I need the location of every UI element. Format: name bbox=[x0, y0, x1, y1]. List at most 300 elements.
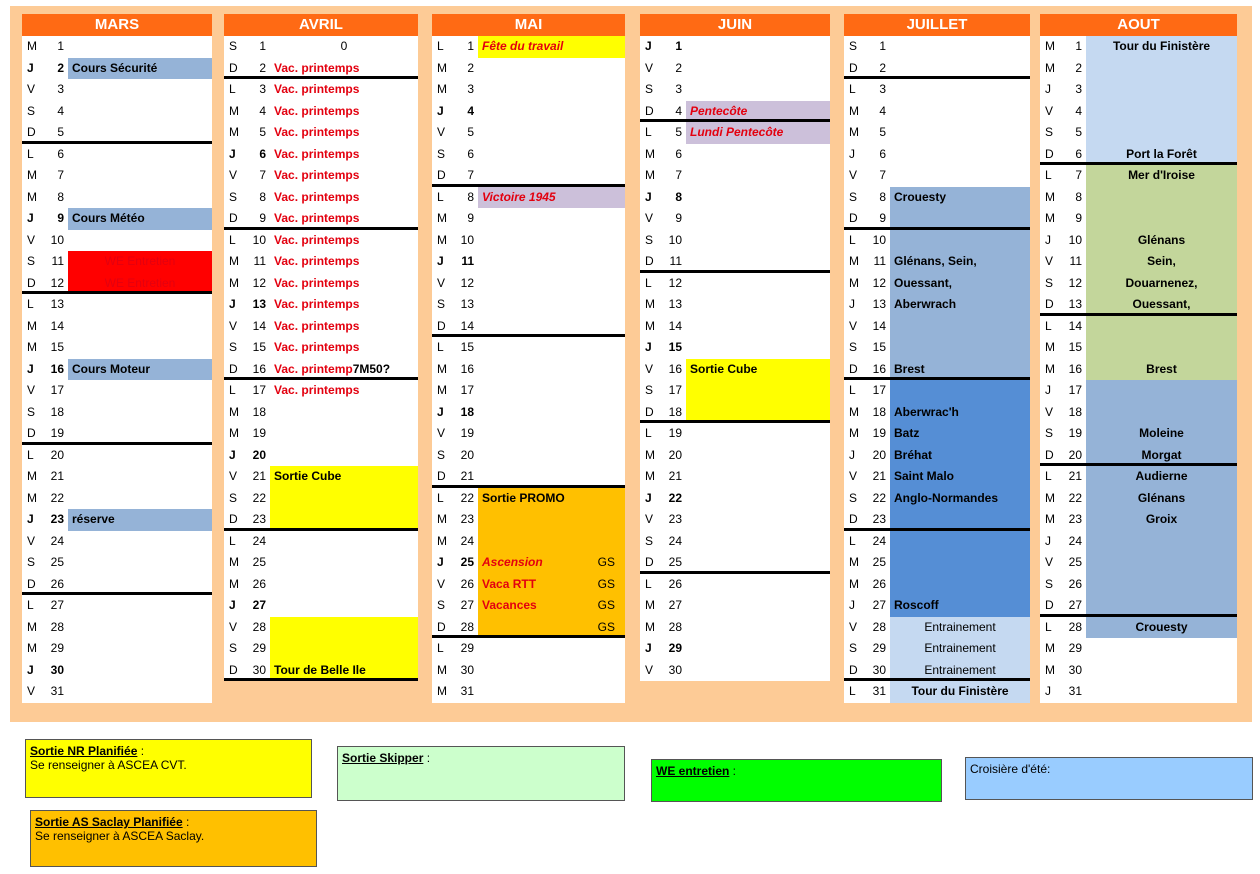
event-label: Cours Sécurité bbox=[72, 60, 158, 75]
weekday-letter: L bbox=[849, 684, 856, 698]
day-number: 19 bbox=[668, 426, 682, 440]
weekday-letter: S bbox=[27, 103, 36, 118]
weekday-letter: J bbox=[1045, 383, 1051, 397]
day-number: 20 bbox=[252, 447, 266, 462]
event-cell bbox=[478, 509, 625, 531]
event-cell bbox=[1086, 294, 1237, 313]
weekday-letter: V bbox=[645, 60, 654, 75]
day-row bbox=[224, 316, 418, 338]
event-cell bbox=[1086, 531, 1237, 553]
day-row bbox=[1040, 488, 1237, 510]
weekday-letter: S bbox=[645, 232, 654, 247]
day-row bbox=[224, 638, 418, 660]
day-number: 18 bbox=[50, 404, 64, 419]
weekday-letter: V bbox=[1045, 254, 1054, 268]
weekday-letter: M bbox=[27, 168, 37, 182]
weekday-letter: S bbox=[229, 340, 238, 354]
day-number: 26 bbox=[668, 576, 682, 591]
day-row bbox=[640, 251, 830, 273]
weekday-letter: V bbox=[1045, 404, 1054, 419]
weekday-letter: D bbox=[645, 254, 654, 268]
event-cell bbox=[270, 509, 418, 528]
day-number: 25 bbox=[50, 555, 64, 569]
day-number: 16 bbox=[460, 361, 474, 376]
day-number: 27 bbox=[50, 598, 64, 612]
day-row bbox=[1040, 617, 1237, 639]
event-cell bbox=[270, 337, 418, 359]
day-row bbox=[224, 531, 418, 553]
day-row bbox=[432, 402, 625, 424]
weekday-letter: L bbox=[27, 447, 34, 462]
month-column-mai bbox=[432, 14, 625, 703]
day-row bbox=[844, 359, 1030, 381]
event-cell bbox=[270, 273, 418, 295]
day-number: 29 bbox=[252, 641, 266, 655]
event-cell bbox=[1086, 509, 1237, 531]
day-number: 15 bbox=[872, 340, 886, 354]
weekday-letter: L bbox=[27, 598, 34, 612]
day-number: 29 bbox=[1068, 641, 1082, 655]
event-label: Entrainement bbox=[924, 619, 996, 634]
event-label: réserve bbox=[72, 512, 115, 526]
event-cell bbox=[478, 187, 625, 209]
weekday-letter: M bbox=[1045, 211, 1055, 225]
day-row bbox=[844, 660, 1030, 682]
event-cell bbox=[270, 660, 418, 679]
day-number: 26 bbox=[460, 576, 474, 591]
day-number: 3 bbox=[57, 82, 64, 96]
event-label: Sortie PROMO bbox=[482, 490, 565, 505]
day-number: 23 bbox=[460, 512, 474, 526]
day-number: 19 bbox=[872, 426, 886, 440]
day-number: 30 bbox=[460, 662, 474, 677]
day-row bbox=[1040, 466, 1237, 488]
day-row bbox=[640, 466, 830, 488]
day-number: 15 bbox=[460, 340, 474, 354]
event-label: Vac. printemps bbox=[274, 82, 360, 96]
weekday-letter: V bbox=[229, 619, 238, 634]
day-number: 12 bbox=[50, 275, 64, 290]
event-label: Anglo-Normandes bbox=[894, 490, 999, 505]
event-cell bbox=[890, 595, 1030, 617]
weekday-letter: D bbox=[27, 275, 36, 290]
day-number: 18 bbox=[1068, 404, 1082, 419]
weekday-letter: M bbox=[437, 662, 447, 677]
day-row bbox=[844, 122, 1030, 144]
weekday-letter: M bbox=[437, 211, 447, 225]
weekday-letter: M bbox=[27, 189, 37, 204]
weekday-letter: M bbox=[229, 576, 239, 591]
weekday-letter: M bbox=[645, 297, 655, 311]
day-row bbox=[844, 273, 1030, 295]
event-cell bbox=[1086, 359, 1237, 381]
weekday-letter: M bbox=[27, 39, 37, 53]
weekday-letter: L bbox=[645, 275, 652, 290]
weekday-letter: D bbox=[229, 662, 238, 677]
weekday-letter: D bbox=[437, 619, 446, 634]
event-label: Vacances bbox=[482, 598, 537, 612]
day-number: 10 bbox=[50, 232, 64, 247]
day-number: 6 bbox=[259, 146, 266, 161]
event-cell bbox=[1086, 423, 1237, 445]
day-row bbox=[22, 617, 212, 639]
day-number: 19 bbox=[50, 426, 64, 440]
event-cell bbox=[270, 294, 418, 316]
weekday-letter: S bbox=[849, 39, 858, 53]
weekday-letter: M bbox=[849, 426, 859, 440]
day-row bbox=[1040, 122, 1237, 144]
event-cell bbox=[478, 488, 625, 510]
weekday-letter: V bbox=[27, 533, 36, 548]
event-cell bbox=[1086, 58, 1237, 80]
month-header: MAI bbox=[432, 14, 625, 36]
day-row bbox=[844, 638, 1030, 660]
day-row bbox=[1040, 574, 1237, 596]
day-row bbox=[224, 402, 418, 424]
day-row bbox=[432, 552, 625, 574]
event-cell bbox=[270, 251, 418, 273]
weekday-letter: J bbox=[645, 490, 652, 505]
day-number: 10 bbox=[460, 232, 474, 247]
day-row bbox=[432, 509, 625, 531]
event-cell bbox=[1086, 595, 1237, 614]
day-row bbox=[432, 531, 625, 553]
day-row bbox=[844, 208, 1030, 230]
day-row bbox=[22, 79, 212, 101]
weekday-letter: M bbox=[849, 125, 859, 139]
day-row bbox=[1040, 380, 1237, 402]
day-row bbox=[22, 423, 212, 445]
day-row bbox=[640, 509, 830, 531]
legend-separator: : bbox=[729, 764, 737, 778]
event-label: Tour du Finistère bbox=[911, 684, 1009, 698]
day-number: 27 bbox=[252, 598, 266, 612]
event-label: Saint Malo bbox=[894, 469, 955, 483]
weekday-letter: V bbox=[27, 82, 36, 96]
day-row bbox=[22, 380, 212, 402]
weekday-letter: L bbox=[849, 383, 856, 397]
event-label: Vac. printemps bbox=[274, 103, 360, 118]
weekday-letter: L bbox=[1045, 469, 1052, 483]
event-cell bbox=[890, 509, 1030, 528]
event-cell bbox=[1086, 230, 1237, 252]
day-number: 8 bbox=[467, 189, 474, 204]
weekday-letter: D bbox=[229, 361, 238, 376]
event-label: Vac. printemps bbox=[274, 275, 360, 290]
weekday-letter: L bbox=[849, 82, 856, 96]
day-number: 24 bbox=[1068, 533, 1082, 548]
gs-marker: GS bbox=[597, 555, 615, 569]
weekday-letter: M bbox=[645, 168, 655, 182]
day-number: 9 bbox=[1075, 211, 1082, 225]
day-row bbox=[224, 187, 418, 209]
weekday-letter: D bbox=[27, 125, 36, 139]
legend-separator: : bbox=[423, 751, 431, 765]
day-number: 3 bbox=[879, 82, 886, 96]
day-number: 26 bbox=[872, 576, 886, 591]
day-number: 19 bbox=[252, 426, 266, 440]
event-label: Morgat bbox=[1141, 447, 1182, 462]
day-row bbox=[22, 208, 212, 230]
day-number: 2 bbox=[879, 60, 886, 75]
event-cell bbox=[270, 380, 418, 402]
day-row bbox=[22, 58, 212, 80]
event-cell bbox=[478, 36, 625, 58]
weekday-letter: V bbox=[229, 318, 238, 333]
weekday-letter: L bbox=[437, 340, 444, 354]
day-row bbox=[22, 144, 212, 166]
event-label: Vac. printemp bbox=[274, 361, 353, 376]
day-row bbox=[22, 230, 212, 252]
day-row bbox=[1040, 273, 1237, 295]
day-row bbox=[640, 488, 830, 510]
day-row bbox=[22, 488, 212, 510]
day-number: 28 bbox=[668, 619, 682, 634]
day-row bbox=[432, 488, 625, 510]
day-number: 1 bbox=[1075, 39, 1082, 53]
weekday-letter: S bbox=[27, 555, 36, 569]
day-number: 16 bbox=[1068, 361, 1082, 376]
event-cell bbox=[270, 165, 418, 187]
weekday-letter: M bbox=[27, 490, 37, 505]
weekday-letter: L bbox=[1045, 318, 1052, 333]
day-row bbox=[224, 466, 418, 488]
weekday-letter: J bbox=[27, 662, 34, 677]
day-number: 9 bbox=[57, 211, 64, 225]
weekday-letter: D bbox=[849, 211, 858, 225]
day-number: 18 bbox=[460, 404, 474, 419]
day-number: 30 bbox=[252, 662, 266, 677]
day-number: 31 bbox=[872, 684, 886, 698]
day-number: 7 bbox=[467, 168, 474, 182]
weekday-letter: D bbox=[27, 576, 36, 591]
weekday-letter: J bbox=[229, 297, 236, 311]
event-cell bbox=[1086, 402, 1237, 424]
event-label: WE Entretien bbox=[104, 254, 176, 268]
day-number: 6 bbox=[675, 146, 682, 161]
event-label: Vac. printemps bbox=[274, 168, 360, 182]
event-cell bbox=[890, 445, 1030, 467]
event-cell bbox=[1086, 187, 1237, 209]
day-number: 21 bbox=[460, 469, 474, 483]
day-number: 21 bbox=[50, 469, 64, 483]
event-cell bbox=[890, 337, 1030, 359]
day-number: 6 bbox=[879, 146, 886, 161]
weekday-letter: J bbox=[27, 512, 34, 526]
weekday-letter: S bbox=[1045, 275, 1054, 290]
day-row bbox=[22, 251, 212, 273]
day-number: 11 bbox=[253, 254, 266, 268]
legend-sortie-skipper bbox=[337, 746, 625, 801]
day-row bbox=[432, 359, 625, 381]
day-number: 17 bbox=[1068, 383, 1082, 397]
event-label: Crouesty bbox=[1135, 619, 1188, 634]
day-row bbox=[1040, 509, 1237, 531]
day-number: 25 bbox=[668, 555, 682, 569]
day-row bbox=[640, 337, 830, 359]
day-number: 6 bbox=[467, 146, 474, 161]
event-cell bbox=[68, 208, 212, 230]
day-number: 13 bbox=[252, 297, 266, 311]
day-number: 11 bbox=[669, 254, 682, 268]
event-cell bbox=[270, 359, 418, 378]
day-row bbox=[640, 316, 830, 338]
day-row bbox=[22, 337, 212, 359]
weekday-letter: M bbox=[229, 275, 239, 290]
gs-marker: GS bbox=[597, 598, 615, 612]
day-number: 30 bbox=[668, 662, 682, 677]
day-number: 17 bbox=[460, 383, 474, 397]
event-label: Sortie Cube bbox=[690, 361, 758, 376]
event-cell bbox=[1086, 316, 1237, 338]
day-number: 19 bbox=[460, 426, 474, 440]
day-row bbox=[22, 359, 212, 381]
event-label: Vac. printemps bbox=[274, 383, 360, 397]
event-label: Mer d'Iroise bbox=[1128, 168, 1195, 182]
day-row bbox=[640, 638, 830, 660]
day-row bbox=[432, 574, 625, 596]
weekday-letter: M bbox=[1045, 189, 1055, 204]
weekday-letter: J bbox=[229, 447, 236, 462]
weekday-letter: M bbox=[27, 318, 37, 333]
day-row bbox=[640, 359, 830, 381]
weekday-letter: S bbox=[645, 82, 654, 96]
weekday-letter: V bbox=[229, 168, 238, 182]
day-number: 14 bbox=[668, 318, 682, 333]
weekday-letter: J bbox=[1045, 533, 1051, 548]
weekday-letter: M bbox=[645, 469, 655, 483]
event-cell bbox=[270, 36, 418, 58]
day-row bbox=[1040, 402, 1237, 424]
day-number: 22 bbox=[460, 490, 474, 505]
event-cell bbox=[890, 617, 1030, 639]
weekday-letter: D bbox=[1045, 146, 1054, 161]
day-row bbox=[224, 251, 418, 273]
day-number: 22 bbox=[50, 490, 64, 505]
day-row bbox=[640, 531, 830, 553]
weekday-letter: M bbox=[437, 60, 447, 75]
day-row bbox=[844, 509, 1030, 531]
day-row bbox=[640, 101, 830, 123]
event-cell bbox=[270, 144, 418, 166]
weekday-letter: L bbox=[1045, 619, 1052, 634]
weekday-letter: M bbox=[645, 146, 655, 161]
day-number: 5 bbox=[467, 125, 474, 139]
day-row bbox=[640, 36, 830, 58]
day-number: 22 bbox=[668, 490, 682, 505]
event-label: Vac. printemps bbox=[274, 146, 360, 161]
weekday-letter: S bbox=[645, 533, 654, 548]
event-cell bbox=[890, 531, 1030, 553]
day-row bbox=[844, 681, 1030, 703]
day-number: 10 bbox=[1068, 232, 1082, 247]
day-row bbox=[224, 423, 418, 445]
event-label: Ouessant, bbox=[894, 275, 953, 290]
weekday-letter: M bbox=[229, 254, 239, 268]
day-row bbox=[432, 681, 625, 703]
day-row bbox=[1040, 595, 1237, 617]
event-cell bbox=[890, 359, 1030, 378]
day-number: 12 bbox=[872, 275, 886, 290]
event-label: 0 bbox=[340, 39, 348, 53]
weekday-letter: M bbox=[27, 641, 37, 655]
event-cell bbox=[890, 230, 1030, 252]
weekday-letter: S bbox=[645, 383, 654, 397]
event-cell bbox=[890, 316, 1030, 338]
day-number: 29 bbox=[872, 641, 886, 655]
event-cell bbox=[686, 101, 830, 120]
day-row bbox=[22, 101, 212, 123]
weekday-letter: S bbox=[849, 641, 858, 655]
weekday-letter: V bbox=[849, 318, 858, 333]
weekday-letter: L bbox=[229, 82, 236, 96]
day-number: 1 bbox=[879, 39, 886, 53]
day-row bbox=[432, 660, 625, 682]
day-row bbox=[432, 144, 625, 166]
month-column-juin bbox=[640, 14, 830, 681]
legend-sortie-nr bbox=[25, 739, 312, 798]
day-number: 1 bbox=[675, 39, 682, 53]
weekday-letter: M bbox=[645, 318, 655, 333]
day-number: 3 bbox=[675, 82, 682, 96]
weekday-letter: D bbox=[1045, 447, 1054, 462]
event-cell bbox=[1086, 208, 1237, 230]
event-label: Vac. printemps bbox=[274, 232, 360, 247]
weekday-letter: S bbox=[27, 404, 36, 419]
day-row bbox=[432, 101, 625, 123]
event-label: Sein, bbox=[1147, 254, 1176, 268]
day-number: 28 bbox=[50, 619, 64, 634]
day-number: 1 bbox=[259, 39, 266, 53]
day-number: 8 bbox=[57, 189, 64, 204]
day-row bbox=[432, 294, 625, 316]
weekday-letter: M bbox=[437, 512, 447, 526]
weekday-letter: V bbox=[27, 684, 36, 698]
day-row bbox=[844, 445, 1030, 467]
weekday-letter: V bbox=[437, 125, 446, 139]
day-row bbox=[844, 230, 1030, 252]
weekday-letter: D bbox=[645, 103, 654, 118]
event-cell bbox=[1086, 36, 1237, 58]
event-label: Lundi Pentecôte bbox=[690, 125, 784, 139]
day-number: 4 bbox=[467, 103, 474, 118]
day-row bbox=[844, 552, 1030, 574]
day-number: 8 bbox=[1075, 189, 1082, 204]
weekday-letter: L bbox=[437, 189, 444, 204]
day-number: 13 bbox=[50, 297, 64, 311]
day-number: 5 bbox=[259, 125, 266, 139]
weekday-letter: M bbox=[1045, 39, 1055, 53]
weekday-letter: D bbox=[437, 469, 446, 483]
day-number: 31 bbox=[1068, 684, 1082, 698]
weekday-letter: J bbox=[849, 598, 855, 612]
day-number: 29 bbox=[460, 641, 474, 655]
day-row bbox=[432, 638, 625, 660]
event-cell bbox=[1086, 101, 1237, 123]
event-label: Vac. printemps bbox=[274, 254, 360, 268]
weekday-letter: D bbox=[229, 60, 238, 75]
day-row bbox=[22, 294, 212, 316]
event-label: Vac. printemps bbox=[274, 125, 360, 139]
event-label: Pentecôte bbox=[690, 103, 748, 118]
event-cell bbox=[68, 251, 212, 273]
day-number: 16 bbox=[252, 361, 266, 376]
day-number: 22 bbox=[1068, 490, 1082, 505]
day-number: 24 bbox=[50, 533, 64, 548]
day-number: 9 bbox=[467, 211, 474, 225]
day-row bbox=[432, 58, 625, 80]
day-row bbox=[224, 36, 418, 58]
